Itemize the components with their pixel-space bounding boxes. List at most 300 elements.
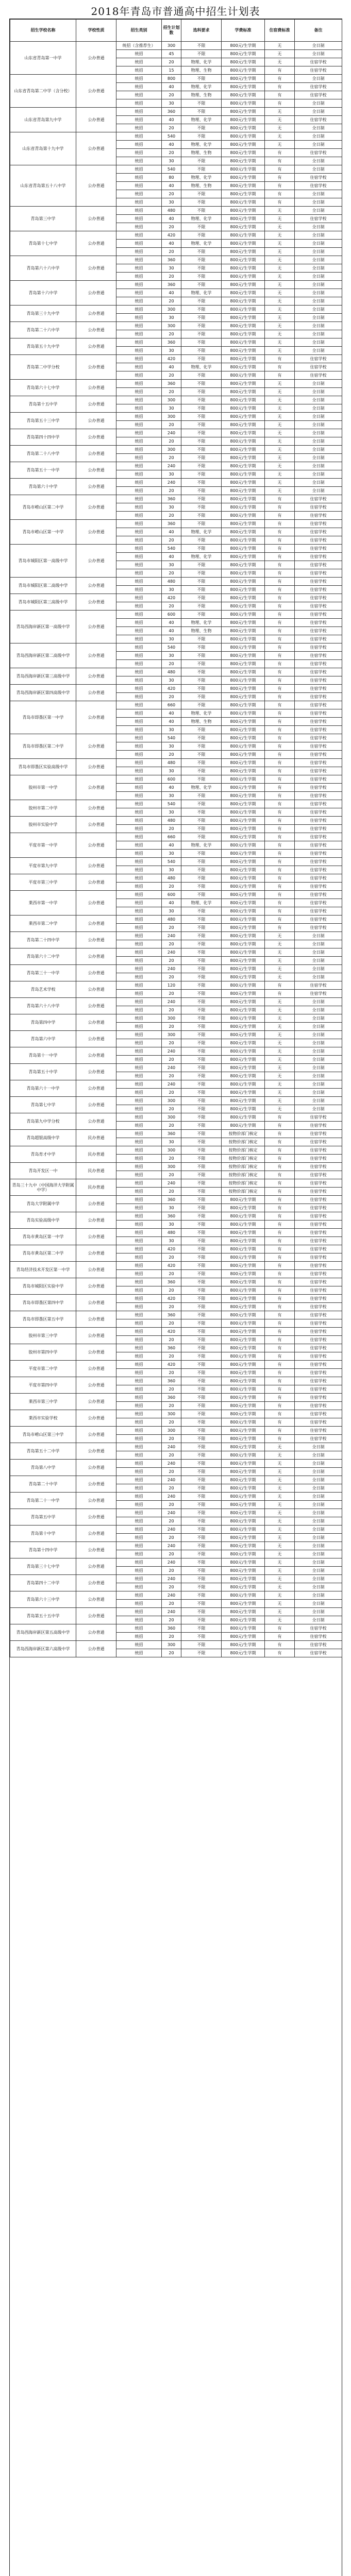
plan-cell: 20 [162, 1188, 181, 1196]
table-row [10, 1542, 342, 1550]
subjects-cell: 不限 [181, 1443, 222, 1451]
tuition-cell: 800元/生学期 [222, 371, 265, 380]
table-row [10, 1328, 342, 1336]
remark-cell: 全日制 [295, 347, 342, 355]
remark-cell: 住宿学校 [295, 1212, 342, 1221]
tuition-cell: 800元/生学期 [222, 841, 265, 850]
table-row [10, 800, 342, 808]
category-cell: 统招 [116, 1476, 162, 1484]
remark-cell: 全日制 [295, 297, 342, 306]
subjects-cell: 不限 [181, 850, 222, 858]
remark-cell: 住宿学校 [295, 1633, 342, 1641]
subjects-cell: 物理、化学 [181, 619, 222, 627]
remark-cell: 全日制 [295, 437, 342, 446]
category-cell: 统招 [116, 1080, 162, 1089]
remark-cell: 住宿学校 [295, 553, 342, 561]
subjects-cell: 物理、生物 [181, 718, 222, 726]
plan-cell: 20 [162, 1122, 181, 1130]
category-cell: 统招 [116, 1212, 162, 1221]
school-nature-cell: 公办普通 [76, 1262, 116, 1278]
subjects-cell: 不限 [181, 1558, 222, 1567]
plan-cell: 20 [162, 1336, 181, 1344]
tuition-cell: 800元/生学期 [222, 363, 265, 371]
remark-cell: 住宿学校 [295, 371, 342, 380]
tuition-cell: 800元/生学期 [222, 174, 265, 182]
remark-cell: 住宿学校 [295, 1270, 342, 1278]
remark-cell: 全日制 [295, 1542, 342, 1550]
subjects-cell: 不限 [181, 891, 222, 899]
remark-cell: 全日制 [295, 1476, 342, 1484]
category-cell: 统招 [116, 1237, 162, 1245]
plan-cell: 30 [162, 792, 181, 800]
tuition-cell: 800元/生学期 [222, 1501, 265, 1509]
remark-cell: 全日制 [295, 99, 342, 108]
lodging-cell: 无 [265, 289, 295, 297]
table-row [10, 1278, 342, 1286]
table-row [10, 1196, 342, 1204]
category-cell: 统招 [116, 116, 162, 124]
col-header-lodging: 住宿费标准 [265, 20, 295, 42]
lodging-cell: 无 [265, 132, 295, 141]
tuition-cell: 800元/生学期 [222, 817, 265, 825]
remark-cell: 全日制 [295, 256, 342, 264]
school-name-cell: 平度市第九中学 [10, 858, 76, 874]
lodging-cell: 有 [265, 75, 295, 83]
school-name-cell: 胶州市第二中学 [10, 800, 76, 817]
school-name-cell: 平度市第二中学 [10, 1361, 76, 1377]
category-cell: 统招 [116, 668, 162, 676]
lodging-cell: 有 [265, 66, 295, 75]
tuition-cell: 800元/生学期 [222, 462, 265, 470]
subjects-cell: 不限 [181, 1624, 222, 1633]
tuition-cell: 800元/生学期 [222, 973, 265, 981]
subjects-cell: 不限 [181, 495, 222, 503]
plan-cell: 30 [162, 586, 181, 594]
school-nature-cell: 公办普通 [76, 685, 116, 701]
tuition-cell: 800元/生学期 [222, 413, 265, 421]
remark-cell: 全日制 [295, 273, 342, 281]
category-cell: 统招 [116, 289, 162, 297]
plan-cell: 240 [162, 1509, 181, 1517]
lodging-cell: 无 [265, 1591, 295, 1600]
plan-cell: 20 [162, 1039, 181, 1047]
tuition-cell: 800元/生学期 [222, 569, 265, 578]
table-row [10, 429, 342, 437]
tuition-cell: 800元/生学期 [222, 635, 265, 643]
plan-cell: 30 [162, 866, 181, 874]
plan-cell: 300 [162, 446, 181, 454]
remark-cell: 住宿学校 [295, 602, 342, 611]
category-cell: 统招 [116, 1155, 162, 1163]
category-cell: 统招 [116, 660, 162, 668]
category-cell: 统招 [116, 198, 162, 207]
school-nature-cell: 公办普通 [76, 1080, 116, 1097]
subjects-cell: 不限 [181, 1006, 222, 1014]
tuition-cell: 800元/生学期 [222, 388, 265, 396]
remark-cell: 住宿学校 [295, 1188, 342, 1196]
subjects-cell: 不限 [181, 1526, 222, 1534]
plan-cell: 20 [162, 1105, 181, 1113]
plan-cell: 30 [162, 1237, 181, 1245]
subjects-cell: 不限 [181, 1591, 222, 1600]
tuition-cell: 800元/生学期 [222, 998, 265, 1006]
remark-cell: 住宿学校 [295, 1418, 342, 1427]
category-cell: 统招 [116, 635, 162, 643]
lodging-cell: 无 [265, 446, 295, 454]
lodging-cell: 有 [265, 1204, 295, 1212]
remark-cell: 全日制 [295, 1023, 342, 1031]
lodging-cell: 有 [265, 553, 295, 561]
subjects-cell: 不限 [181, 347, 222, 355]
table-row [10, 891, 342, 899]
school-name-cell: 青岛第二十四中学 [10, 932, 76, 948]
subjects-cell: 不限 [181, 396, 222, 404]
school-nature-cell: 公办普通 [76, 1427, 116, 1443]
subjects-cell: 不限 [181, 503, 222, 512]
plan-cell: 480 [162, 874, 181, 883]
school-name-cell: 青岛第二十中学 [10, 1476, 76, 1493]
table-row [10, 578, 342, 586]
plan-cell: 20 [162, 1517, 181, 1526]
school-name-cell: 青岛第五十五中学 [10, 1608, 76, 1624]
table-row [10, 1575, 342, 1583]
remark-cell: 住宿学校 [295, 1394, 342, 1402]
category-cell: 统招 [116, 1567, 162, 1575]
plan-cell: 20 [162, 124, 181, 132]
lodging-cell: 无 [265, 1526, 295, 1534]
category-cell: 统招 [116, 676, 162, 685]
category-cell: 统招 [116, 306, 162, 314]
plan-cell: 360 [162, 281, 181, 289]
plan-cell: 30 [162, 1204, 181, 1212]
tuition-cell: 800元/生学期 [222, 874, 265, 883]
tuition-cell: 800元/生学期 [222, 528, 265, 536]
subjects-cell: 不限 [181, 1122, 222, 1130]
lodging-cell: 有 [265, 1262, 295, 1270]
subjects-cell: 不限 [181, 973, 222, 981]
plan-cell: 300 [162, 1641, 181, 1649]
category-cell: 统招 [116, 50, 162, 58]
category-cell: 统招 [116, 330, 162, 338]
category-cell: 统招 [116, 825, 162, 833]
plan-cell: 240 [162, 1179, 181, 1188]
subjects-cell: 不限 [181, 990, 222, 998]
tuition-cell: 800元/生学期 [222, 66, 265, 75]
category-cell: 统招 [116, 1113, 162, 1122]
subjects-cell: 不限 [181, 775, 222, 784]
category-cell: 统招 [116, 916, 162, 924]
table-row [10, 594, 342, 602]
school-nature-cell: 公办普通 [76, 1097, 116, 1113]
subjects-cell: 不限 [181, 231, 222, 240]
tuition-cell: 800元/生学期 [222, 470, 265, 479]
category-cell: 统招 [116, 1534, 162, 1542]
lodging-cell: 有 [265, 503, 295, 512]
tuition-cell: 800元/生学期 [222, 611, 265, 619]
lodging-cell: 有 [265, 627, 295, 635]
category-cell: 统招 [116, 726, 162, 734]
school-name-cell: 莱西市第三中学 [10, 1394, 76, 1410]
tuition-cell: 800元/生学期 [222, 157, 265, 165]
table-row [10, 611, 342, 619]
plan-cell: 20 [162, 388, 181, 396]
subjects-cell: 不限 [181, 99, 222, 108]
subjects-cell: 物理、生物 [181, 66, 222, 75]
tuition-cell: 800元/生学期 [222, 1006, 265, 1014]
plan-cell: 30 [162, 561, 181, 569]
tuition-cell: 800元/生学期 [222, 981, 265, 990]
school-nature-cell: 公办普通 [76, 446, 116, 462]
plan-cell: 20 [162, 1253, 181, 1262]
school-name-cell: 青岛第三十七中学 [10, 1558, 76, 1575]
remark-cell: 住宿学校 [295, 1146, 342, 1155]
remark-cell: 住宿学校 [295, 627, 342, 635]
tuition-cell: 800元/生学期 [222, 561, 265, 569]
tuition-cell: 800元/生学期 [222, 775, 265, 784]
tuition-cell: 800元/生学期 [222, 594, 265, 602]
school-nature-cell: 公办普通 [76, 965, 116, 981]
subjects-cell: 不限 [181, 322, 222, 330]
lodging-cell: 无 [265, 1451, 295, 1460]
subjects-cell: 不限 [181, 306, 222, 314]
lodging-cell: 无 [265, 1014, 295, 1023]
lodging-cell: 有 [265, 1229, 295, 1237]
lodging-cell: 有 [265, 190, 295, 198]
subjects-cell: 不限 [181, 1130, 222, 1138]
subjects-cell: 不限 [181, 800, 222, 808]
remark-cell: 全日制 [295, 487, 342, 495]
tuition-cell: 800元/生学期 [222, 1542, 265, 1550]
tuition-cell: 800元/生学期 [222, 1493, 265, 1501]
tuition-cell: 800元/生学期 [222, 347, 265, 355]
category-cell: 统招 [116, 1204, 162, 1212]
subjects-cell: 不限 [181, 1023, 222, 1031]
lodging-cell: 无 [265, 932, 295, 940]
plan-cell: 20 [162, 924, 181, 932]
plan-cell: 40 [162, 899, 181, 907]
school-nature-cell: 公办普通 [76, 1245, 116, 1262]
category-cell: 统招 [116, 553, 162, 561]
tuition-cell: 800元/生学期 [222, 1212, 265, 1221]
school-nature-cell: 公办普通 [76, 42, 116, 75]
remark-cell: 住宿学校 [295, 891, 342, 899]
remark-cell: 住宿学校 [295, 866, 342, 874]
lodging-cell: 有 [265, 990, 295, 998]
table-row [10, 520, 342, 528]
school-name-cell: 青岛市崂山区第三中学 [10, 1427, 76, 1443]
plan-cell: 600 [162, 611, 181, 619]
plan-cell: 240 [162, 1460, 181, 1468]
plan-cell: 20 [162, 751, 181, 759]
lodging-cell: 有 [265, 91, 295, 99]
lodging-cell: 有 [265, 1361, 295, 1369]
school-name-cell: 青岛第二十八中学 [10, 446, 76, 462]
table-row [10, 446, 342, 454]
lodging-cell: 无 [265, 1509, 295, 1517]
category-cell: 统招 [116, 215, 162, 223]
category-cell: 统招 [116, 1245, 162, 1253]
remark-cell: 住宿学校 [295, 619, 342, 627]
tuition-cell: 800元/生学期 [222, 1270, 265, 1278]
remark-cell: 住宿学校 [295, 1171, 342, 1179]
tuition-cell: 800元/生学期 [222, 652, 265, 660]
remark-cell: 住宿学校 [295, 907, 342, 916]
remark-cell: 住宿学校 [295, 1295, 342, 1303]
remark-cell: 全日制 [295, 108, 342, 116]
remark-cell: 住宿学校 [295, 528, 342, 536]
remark-cell: 住宿学校 [295, 916, 342, 924]
lodging-cell: 无 [265, 1031, 295, 1039]
school-nature-cell: 公办普通 [76, 231, 116, 256]
school-nature-cell: 公办普通 [76, 1064, 116, 1080]
school-nature-cell: 公办普通 [76, 643, 116, 668]
lodging-cell: 有 [265, 1130, 295, 1138]
plan-cell: 360 [162, 495, 181, 503]
lodging-cell: 有 [265, 83, 295, 91]
tuition-cell: 800元/生学期 [222, 957, 265, 965]
plan-cell: 240 [162, 1047, 181, 1056]
table-row [10, 1476, 342, 1484]
remark-cell: 住宿学校 [295, 1122, 342, 1130]
category-cell: 统招 [116, 363, 162, 371]
plan-cell: 540 [162, 545, 181, 553]
lodging-cell: 无 [265, 1460, 295, 1468]
remark-cell: 全日制 [295, 231, 342, 240]
category-cell: 统招 [116, 800, 162, 808]
category-cell: 统招 [116, 1591, 162, 1600]
category-cell: 统招 [116, 1501, 162, 1509]
plan-cell: 240 [162, 1591, 181, 1600]
lodging-cell: 无 [265, 297, 295, 306]
subjects-cell: 不限 [181, 330, 222, 338]
table-row [10, 1047, 342, 1056]
category-cell: 统招 [116, 58, 162, 66]
tuition-cell: 800元/生学期 [222, 627, 265, 635]
school-name-cell: 青岛第十六中学 [10, 281, 76, 306]
tuition-cell: 800元/生学期 [222, 907, 265, 916]
table-row [10, 858, 342, 866]
remark-cell: 住宿学校 [295, 693, 342, 701]
tuition-cell: 800元/生学期 [222, 1377, 265, 1385]
category-cell: 统招 [116, 75, 162, 83]
plan-cell: 120 [162, 981, 181, 990]
school-name-cell: 青岛开发区一中 [10, 1163, 76, 1179]
tuition-cell: 800元/生学期 [222, 850, 265, 858]
lodging-cell: 有 [265, 1286, 295, 1295]
subjects-cell: 不限 [181, 1113, 222, 1122]
lodging-cell: 有 [265, 1155, 295, 1163]
lodging-cell: 无 [265, 273, 295, 281]
tuition-cell: 800元/生学期 [222, 396, 265, 404]
school-name-cell: 青岛第七中学 [10, 1097, 76, 1113]
table-row [10, 1361, 342, 1369]
lodging-cell: 有 [265, 850, 295, 858]
category-cell: 统招 [116, 528, 162, 536]
school-name-cell: 青岛市崂山区第二中学 [10, 495, 76, 520]
category-cell: 统招 [116, 347, 162, 355]
tuition-cell: 800元/生学期 [222, 660, 265, 668]
lodging-cell: 无 [265, 388, 295, 396]
school-name-cell: 青岛市即墨区实验高级中学 [10, 759, 76, 775]
school-name-cell: 青岛市崂山区第一中学 [10, 520, 76, 545]
lodging-cell: 无 [265, 1064, 295, 1072]
category-cell: 统招 [116, 1344, 162, 1352]
plan-cell: 240 [162, 1476, 181, 1484]
remark-cell: 住宿学校 [295, 759, 342, 767]
school-nature-cell: 公办普通 [76, 858, 116, 874]
subjects-cell: 不限 [181, 1278, 222, 1286]
subjects-cell: 不限 [181, 1245, 222, 1253]
subjects-cell: 不限 [181, 1105, 222, 1113]
plan-cell: 540 [162, 132, 181, 141]
school-nature-cell: 民办普通 [76, 1163, 116, 1179]
plan-cell: 20 [162, 223, 181, 231]
school-name-cell: 青岛市黄岛区第二中学 [10, 1245, 76, 1262]
category-cell: 统招 [116, 512, 162, 520]
plan-cell: 300 [162, 1410, 181, 1418]
category-cell: 统招 [116, 1130, 162, 1138]
col-header-school: 招生学校名称 [10, 20, 76, 42]
school-name-cell: 青岛大学附属中学 [10, 1196, 76, 1212]
tuition-cell: 800元/生学期 [222, 825, 265, 833]
plan-cell: 20 [162, 1155, 181, 1163]
subjects-cell: 不限 [181, 561, 222, 569]
plan-cell: 20 [162, 1385, 181, 1394]
lodging-cell: 有 [265, 512, 295, 520]
page-title: 2018年青岛市普通高中招生计划表 [91, 5, 260, 18]
tuition-cell: 800元/生学期 [222, 924, 265, 932]
school-name-cell: 青岛第五十一中学 [10, 462, 76, 479]
remark-cell: 全日制 [295, 454, 342, 462]
tuition-cell: 800元/生学期 [222, 1023, 265, 1031]
lodging-cell: 有 [265, 182, 295, 190]
table-row [10, 948, 342, 957]
category-cell: 统招 [116, 1633, 162, 1641]
plan-cell: 45 [162, 50, 181, 58]
plan-cell: 20 [162, 1550, 181, 1558]
school-name-cell: 青岛艺术学校 [10, 981, 76, 998]
category-cell: 统招 [116, 1328, 162, 1336]
subjects-cell: 不限 [181, 1303, 222, 1311]
subjects-cell: 不限 [181, 1039, 222, 1047]
tuition-cell: 800元/生学期 [222, 1591, 265, 1600]
school-name-cell: 青岛三十九中（中国海洋大学附属中学） [10, 1179, 76, 1196]
plan-cell: 420 [162, 355, 181, 363]
school-name-cell: 莱西市实验学校 [10, 1410, 76, 1427]
lodging-cell: 无 [265, 1468, 295, 1476]
plan-cell: 20 [162, 940, 181, 948]
subjects-cell: 不限 [181, 1311, 222, 1319]
tuition-cell: 800元/生学期 [222, 1237, 265, 1245]
subjects-cell: 不限 [181, 742, 222, 751]
table-header [10, 20, 342, 42]
category-cell: 统招 [116, 569, 162, 578]
tuition-cell: 800元/生学期 [222, 883, 265, 891]
subjects-cell: 不限 [181, 1204, 222, 1212]
tuition-cell: 800元/生学期 [222, 124, 265, 132]
subjects-cell: 不限 [181, 223, 222, 231]
lodging-cell: 无 [265, 973, 295, 981]
remark-cell: 住宿学校 [295, 685, 342, 693]
tuition-cell: 800元/生学期 [222, 83, 265, 91]
category-cell: 统招 [116, 1624, 162, 1633]
remark-cell: 全日制 [295, 42, 342, 50]
tuition-cell: 800元/生学期 [222, 833, 265, 841]
category-cell: 统招 [116, 742, 162, 751]
subjects-cell: 不限 [181, 734, 222, 742]
tuition-cell: 按物价部门核定 [222, 1188, 265, 1196]
subjects-cell: 不限 [181, 338, 222, 347]
